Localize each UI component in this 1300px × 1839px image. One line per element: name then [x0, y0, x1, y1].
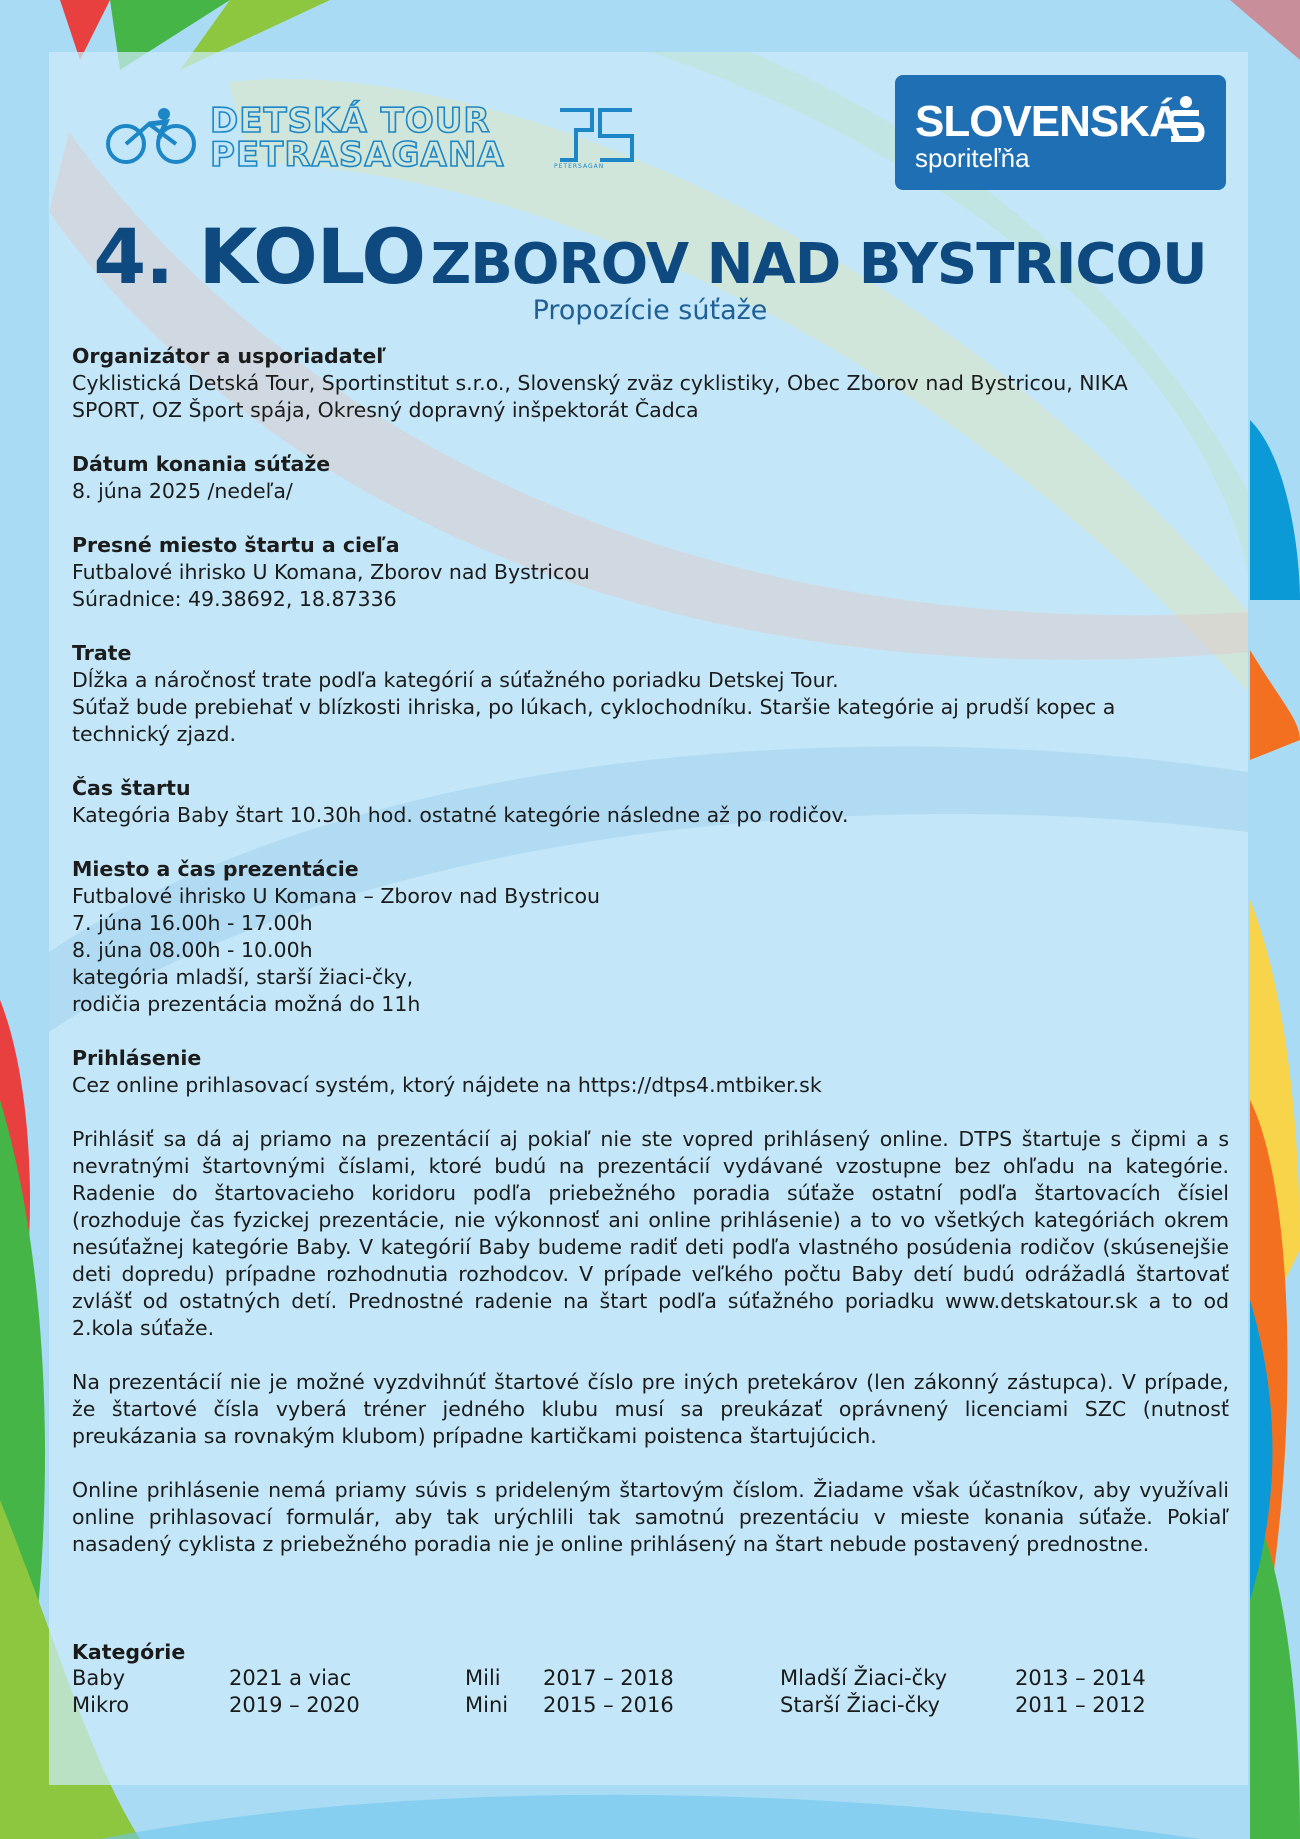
section-text: kategória mladší, starší žiaci-čky,: [72, 965, 414, 989]
paragraph-registration-details: Prihlásiť sa dá aj priamo na prezentácií aj pokiaľ nie ste vopred prihlásený online. DTPS štartuje s čipmi a s nevratnými štartovnými číslami, ktoré budú na prezentácií vydávané vzostupne bez ohľadu na kategórie. Radenie do štartovacieho koridoru podľa priebežného poradia súťaže ostatní podľa štartovacích čísiel (rozhoduje čas fyzickej prezentácie, nie výkonnosť ani online prihlásenie) a to vo všetkých kategóriách okrem nesúťažnej kategórie Baby. V kategórií Baby budeme radiť deti podľa vlastného posúdenia rodičov (skúsenejšie deti dopredu) prípadne rozhodnutia rozhodcov. V prípade veľkého počtu Baby detí budú odrážadlá štartovať zvlášť od ostatných detí. Prednostné radenie na štart podľa súťažného poriadku www.detskatour.sk a to od 2.kola súťaže.: [72, 1127, 1229, 1340]
section-heading: Trate: [72, 641, 132, 665]
ps-monogram-icon: [556, 106, 636, 164]
paragraph-start-numbers: Na prezentácií nie je možné vyzdvihnúť štartové číslo pre iných pretekárov (len zákonný zástupca). V prípade, že štartové čísla vyberá tréner jedného klubu musí sa preukázať oprávnený licenciami SZC (nutnosť preukázania sa rovnakým klubom) prípadne kartičkami poistenca štartujúcich.: [72, 1370, 1229, 1448]
cyclist-logo-icon: [104, 106, 204, 166]
section-text: Kategória Baby štart 10.30h hod. ostatné kategórie následne až po rodičov.: [72, 803, 849, 827]
bank-subname: sporiteľňa: [915, 143, 1030, 173]
section-heading: Čas štartu: [72, 776, 191, 800]
page-subtitle: Propozície súťaže: [532, 295, 768, 326]
detska-tour-logo: [104, 100, 644, 180]
section-text: Súradnice: 49.38692, 18.87336: [72, 587, 397, 611]
category-years: 2011 – 2012: [1015, 1693, 1146, 1717]
category-years: 2015 – 2016: [543, 1693, 674, 1717]
section-text: 7. júna 16.00h - 17.00h: [72, 911, 313, 935]
organizer-section: [72, 343, 1230, 424]
category-name: Mladší Žiaci-čky: [780, 1666, 948, 1690]
section-text: Cyklistická Detská Tour, Sportinstitut s.r.o., Slovenský zväz cyklistiky, Obec Zborov nad Bystricou, NIKA: [72, 371, 1128, 395]
bank-name: SLOVENSKÁ: [915, 97, 1180, 146]
section-text: Futbalové ihrisko U Komana, Zborov nad Bystricou: [72, 560, 590, 584]
category-years: 2013 – 2014: [1015, 1666, 1146, 1690]
signup-section: [72, 1045, 1230, 1099]
category-years: 2017 – 2018: [543, 1666, 674, 1690]
slovenska-sporitelna-logo: [895, 75, 1226, 190]
tour-logo-small: PETERSAGAN: [554, 163, 605, 170]
tour-logo-line2: PETRASAGANA: [210, 135, 505, 175]
categories-heading: Kategórie: [72, 1640, 186, 1664]
category-name: Mikro: [72, 1693, 130, 1717]
section-heading: Dátum konania súťaže: [72, 452, 331, 476]
category-years: 2019 – 2020: [229, 1693, 360, 1717]
category-name: Mini: [465, 1693, 509, 1717]
registration-place-section: [72, 856, 1230, 1018]
section-text: Dĺžka a náročnosť trate podľa kategórií a súťažného poriadku Detskej Tour.: [72, 668, 839, 692]
tracks-section: [72, 640, 1230, 748]
section-text: rodičia prezentácia možná do 11h: [72, 992, 421, 1016]
section-text: Cez online prihlasovací systém, ktorý nájdete na https://dtps4.mtbiker.sk: [72, 1073, 822, 1097]
section-heading: Miesto a čas prezentácie: [72, 857, 359, 881]
date-section: [72, 451, 1230, 505]
category-name: Starší Žiaci-čky: [780, 1693, 940, 1717]
section-text: Futbalové ihrisko U Komana – Zborov nad Bystricou: [72, 884, 601, 908]
category-name: Mili: [465, 1666, 501, 1690]
bank-symbol-icon: [1165, 95, 1207, 145]
section-heading: Organizátor a usporiadateľ: [72, 344, 387, 368]
page-title: [0, 212, 1300, 301]
paragraph-online-signup: Online prihlásenie nemá priamy súvis s prideleným štartovým číslom. Žiadame však účastníkov, aby využívali online prihlasovací formulár, aby tak urýchlili tak samotnú prezentáciu v mieste konania súťaže. Pokiaľ nasadený cyklista z priebežného poradia nie je online prihlásený na štart nebude postavený prednostne.: [72, 1478, 1229, 1556]
section-text: Súťaž bude prebiehať v blízkosti ihriska, po lúkach, cyklochodníku. Staršie kategórie aj prudší kopec a: [72, 695, 1116, 719]
tour-logo-line1: DETSKÁ TOUR: [210, 101, 491, 141]
section-heading: Presné miesto štartu a cieľa: [72, 533, 400, 557]
location-section: [72, 532, 1230, 613]
title-place: ZBOROV NAD BYSTRICOU: [430, 232, 1207, 297]
section-text: 8. júna 08.00h - 10.00h: [72, 938, 313, 962]
category-name: Baby: [72, 1666, 126, 1690]
category-years: 2021 a viac: [229, 1666, 352, 1690]
section-heading: Prihlásenie: [72, 1046, 202, 1070]
section-text: SPORT, OZ Šport spája, Okresný dopravný inšpektorát Čadca: [72, 398, 699, 422]
section-text: technický zjazd.: [72, 722, 236, 746]
start-time-section: [72, 775, 1230, 829]
title-round: 4. KOLO: [93, 212, 426, 301]
section-text: 8. júna 2025 /nedeľa/: [72, 479, 293, 503]
